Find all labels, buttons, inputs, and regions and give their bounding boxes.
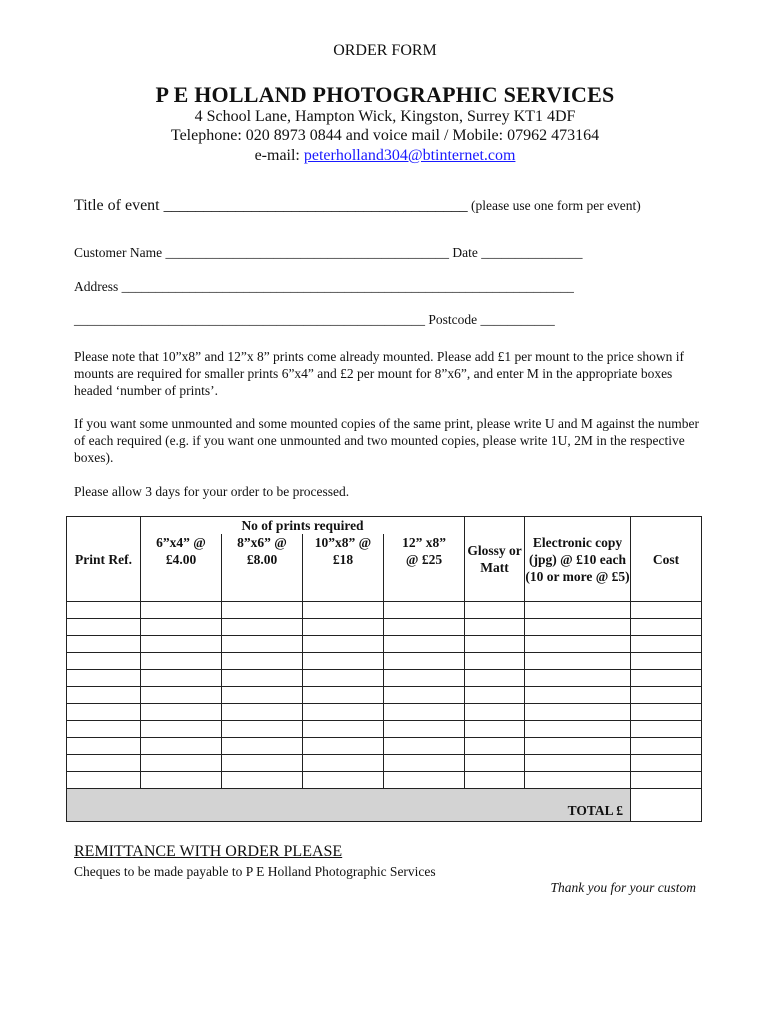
cost-cell[interactable]	[631, 721, 702, 738]
finish-cell[interactable]	[465, 755, 525, 772]
electronic-copy-cell[interactable]	[525, 670, 631, 687]
prints-required-header: No of prints required	[141, 517, 465, 535]
print-ref-cell[interactable]	[67, 755, 141, 772]
qty-10x8-cell[interactable]	[303, 636, 384, 653]
electronic-copy-cell[interactable]	[525, 721, 631, 738]
table-row	[67, 636, 702, 653]
qty-6x4-cell[interactable]	[141, 619, 222, 636]
address-blank[interactable]: ___________________________________________________________________	[121, 279, 574, 294]
qty-10x8-cell[interactable]	[303, 755, 384, 772]
qty-12x8-cell[interactable]	[384, 687, 465, 704]
qty-10x8-cell[interactable]	[303, 619, 384, 636]
qty-6x4-cell[interactable]	[141, 772, 222, 789]
qty-6x4-cell[interactable]	[141, 721, 222, 738]
order-rows	[67, 602, 702, 789]
electronic-copy-cell[interactable]	[525, 704, 631, 721]
table-row	[67, 687, 702, 704]
date-blank[interactable]: _______________	[481, 245, 583, 260]
qty-10x8-cell[interactable]	[303, 704, 384, 721]
qty-6x4-cell[interactable]	[141, 670, 222, 687]
postcode-label: Postcode	[425, 312, 481, 327]
size-12x8-header: 12” x8” @ £25	[384, 534, 465, 602]
event-title-field[interactable]	[74, 197, 641, 215]
qty-6x4-cell[interactable]	[141, 738, 222, 755]
finish-cell[interactable]	[465, 687, 525, 704]
qty-12x8-cell[interactable]	[384, 755, 465, 772]
qty-6x4-cell[interactable]	[141, 636, 222, 653]
print-ref-cell[interactable]	[67, 619, 141, 636]
total-label: TOTAL £	[567, 803, 624, 818]
table-row	[67, 619, 702, 636]
qty-10x8-cell[interactable]	[303, 772, 384, 789]
qty-8x6-cell[interactable]	[222, 670, 303, 687]
qty-10x8-cell[interactable]	[303, 721, 384, 738]
finish-cell[interactable]	[465, 721, 525, 738]
cost-cell[interactable]	[631, 704, 702, 721]
qty-12x8-cell[interactable]	[384, 653, 465, 670]
total-cost-cell[interactable]	[631, 789, 702, 822]
qty-8x6-cell[interactable]	[222, 738, 303, 755]
electronic-copy-cell[interactable]	[525, 772, 631, 789]
finish-cell[interactable]	[465, 738, 525, 755]
electronic-copy-cell[interactable]	[525, 738, 631, 755]
qty-12x8-cell[interactable]	[384, 772, 465, 789]
electronic-copy-cell[interactable]	[525, 653, 631, 670]
print-ref-cell[interactable]	[67, 636, 141, 653]
table-row	[67, 721, 702, 738]
customer-name-blank[interactable]: __________________________________________	[165, 245, 449, 260]
table-row	[67, 602, 702, 619]
event-label: Title of event	[74, 197, 164, 214]
table-row	[67, 653, 702, 670]
qty-8x6-cell[interactable]	[222, 755, 303, 772]
qty-10x8-cell[interactable]	[303, 687, 384, 704]
email-label: e-mail:	[254, 147, 304, 164]
date-label: Date	[448, 245, 482, 260]
event-note: (please use one form per event)	[467, 198, 641, 213]
thank-you-note: Thank you for your custom	[550, 880, 696, 895]
qty-12x8-cell[interactable]	[384, 670, 465, 687]
print-ref-cell[interactable]	[67, 687, 141, 704]
address-label: Address	[74, 279, 122, 294]
cost-header: Cost	[631, 517, 702, 602]
electronic-copy-cell[interactable]	[525, 602, 631, 619]
qty-6x4-cell[interactable]	[141, 687, 222, 704]
company-address: 4 School Lane, Hampton Wick, Kingston, Surrey KT1 4DF	[194, 108, 576, 125]
table-row	[67, 772, 702, 789]
email-link[interactable]: peterholland304@btinternet.com	[303, 147, 516, 164]
electronic-copy-cell[interactable]	[525, 687, 631, 704]
print-ref-cell[interactable]	[67, 704, 141, 721]
qty-10x8-cell[interactable]	[303, 602, 384, 619]
cost-cell[interactable]	[631, 670, 702, 687]
qty-10x8-cell[interactable]	[303, 738, 384, 755]
qty-12x8-cell[interactable]	[384, 704, 465, 721]
cost-cell[interactable]	[631, 755, 702, 772]
qty-6x4-cell[interactable]	[141, 653, 222, 670]
qty-8x6-cell[interactable]	[222, 602, 303, 619]
size-10x8-header: 10”x8” @ £18	[303, 534, 384, 602]
electronic-copy-header: Electronic copy (jpg) @ £10 each (10 or more @ £5)	[525, 517, 631, 602]
postcode-blank[interactable]: ___________	[480, 312, 555, 327]
finish-cell[interactable]	[465, 619, 525, 636]
finish-cell[interactable]	[465, 602, 525, 619]
print-ref-cell[interactable]	[67, 738, 141, 755]
cost-cell[interactable]	[631, 772, 702, 789]
qty-6x4-cell[interactable]	[141, 755, 222, 772]
qty-12x8-cell[interactable]	[384, 738, 465, 755]
finish-cell[interactable]	[465, 653, 525, 670]
qty-8x6-cell[interactable]	[222, 772, 303, 789]
company-name: P E HOLLAND PHOTOGRAPHIC SERVICES	[155, 82, 615, 107]
qty-12x8-cell[interactable]	[384, 721, 465, 738]
qty-12x8-cell[interactable]	[384, 602, 465, 619]
qty-8x6-cell[interactable]	[222, 721, 303, 738]
address-row	[74, 279, 574, 295]
processing-note: Please allow 3 days for your order to be processed.	[74, 484, 350, 499]
unmounted-note: If you want some unmounted and some mounted copies of the same print, please write U and M against the number of each required (e.g. if you want one unmounted and two mounted copies, please write 1U, 2M in the respective boxes).	[74, 416, 699, 465]
qty-6x4-cell[interactable]	[141, 602, 222, 619]
order-table	[66, 516, 702, 822]
cost-cell[interactable]	[631, 653, 702, 670]
print-ref-cell[interactable]	[67, 772, 141, 789]
form-heading: ORDER FORM	[333, 42, 437, 59]
size-6x4-header: 6”x4” @ £4.00	[141, 534, 222, 602]
print-ref-cell[interactable]	[67, 653, 141, 670]
qty-10x8-cell[interactable]	[303, 653, 384, 670]
finish-cell[interactable]	[465, 636, 525, 653]
qty-8x6-cell[interactable]	[222, 687, 303, 704]
electronic-copy-cell[interactable]	[525, 636, 631, 653]
qty-8x6-cell[interactable]	[222, 619, 303, 636]
cheque-instructions: Cheques to be made payable to P E Holland Photographic Services	[74, 864, 436, 879]
address-line-2-blank[interactable]: ____________________________________________________	[74, 312, 425, 327]
company-telephone: Telephone: 020 8973 0844 and voice mail / Mobile: 07962 473164	[170, 127, 600, 144]
qty-8x6-cell[interactable]	[222, 636, 303, 653]
table-row	[67, 755, 702, 772]
mount-note: Please note that 10”x8” and 12”x 8” prints come already mounted. Please add £1 per mount to the price shown if mounts are required for smaller prints 6”x4” and £2 per mount for 8”x6”, and enter M in the appropriate boxes headed ‘number of prints’.	[74, 349, 684, 398]
total-label-cell	[67, 789, 631, 822]
finish-cell[interactable]	[465, 772, 525, 789]
customer-name-row	[74, 245, 582, 261]
table-row	[67, 704, 702, 721]
cost-cell[interactable]	[631, 738, 702, 755]
qty-8x6-cell[interactable]	[222, 704, 303, 721]
electronic-copy-cell[interactable]	[525, 755, 631, 772]
cost-cell[interactable]	[631, 602, 702, 619]
qty-6x4-cell[interactable]	[141, 704, 222, 721]
event-blank[interactable]: ______________________________________	[163, 197, 468, 214]
finish-cell[interactable]	[465, 704, 525, 721]
postcode-row	[74, 312, 555, 328]
cost-cell[interactable]	[631, 687, 702, 704]
customer-label: Customer Name	[74, 245, 166, 260]
print-ref-cell[interactable]	[67, 602, 141, 619]
finish-header: Glossy or Matt	[465, 517, 525, 602]
size-8x6-header: 8”x6” @ £8.00	[222, 534, 303, 602]
cost-cell[interactable]	[631, 619, 702, 636]
print-ref-header: Print Ref.	[67, 517, 141, 602]
qty-10x8-cell[interactable]	[303, 670, 384, 687]
electronic-copy-cell[interactable]	[525, 619, 631, 636]
print-ref-cell[interactable]	[67, 721, 141, 738]
finish-cell[interactable]	[465, 670, 525, 687]
cost-cell[interactable]	[631, 636, 702, 653]
remittance-heading: REMITTANCE WITH ORDER PLEASE	[74, 843, 343, 860]
table-row	[67, 670, 702, 687]
qty-12x8-cell[interactable]	[384, 619, 465, 636]
company-email-line	[0, 147, 770, 165]
qty-12x8-cell[interactable]	[384, 636, 465, 653]
qty-8x6-cell[interactable]	[222, 653, 303, 670]
print-ref-cell[interactable]	[67, 670, 141, 687]
table-row	[67, 738, 702, 755]
